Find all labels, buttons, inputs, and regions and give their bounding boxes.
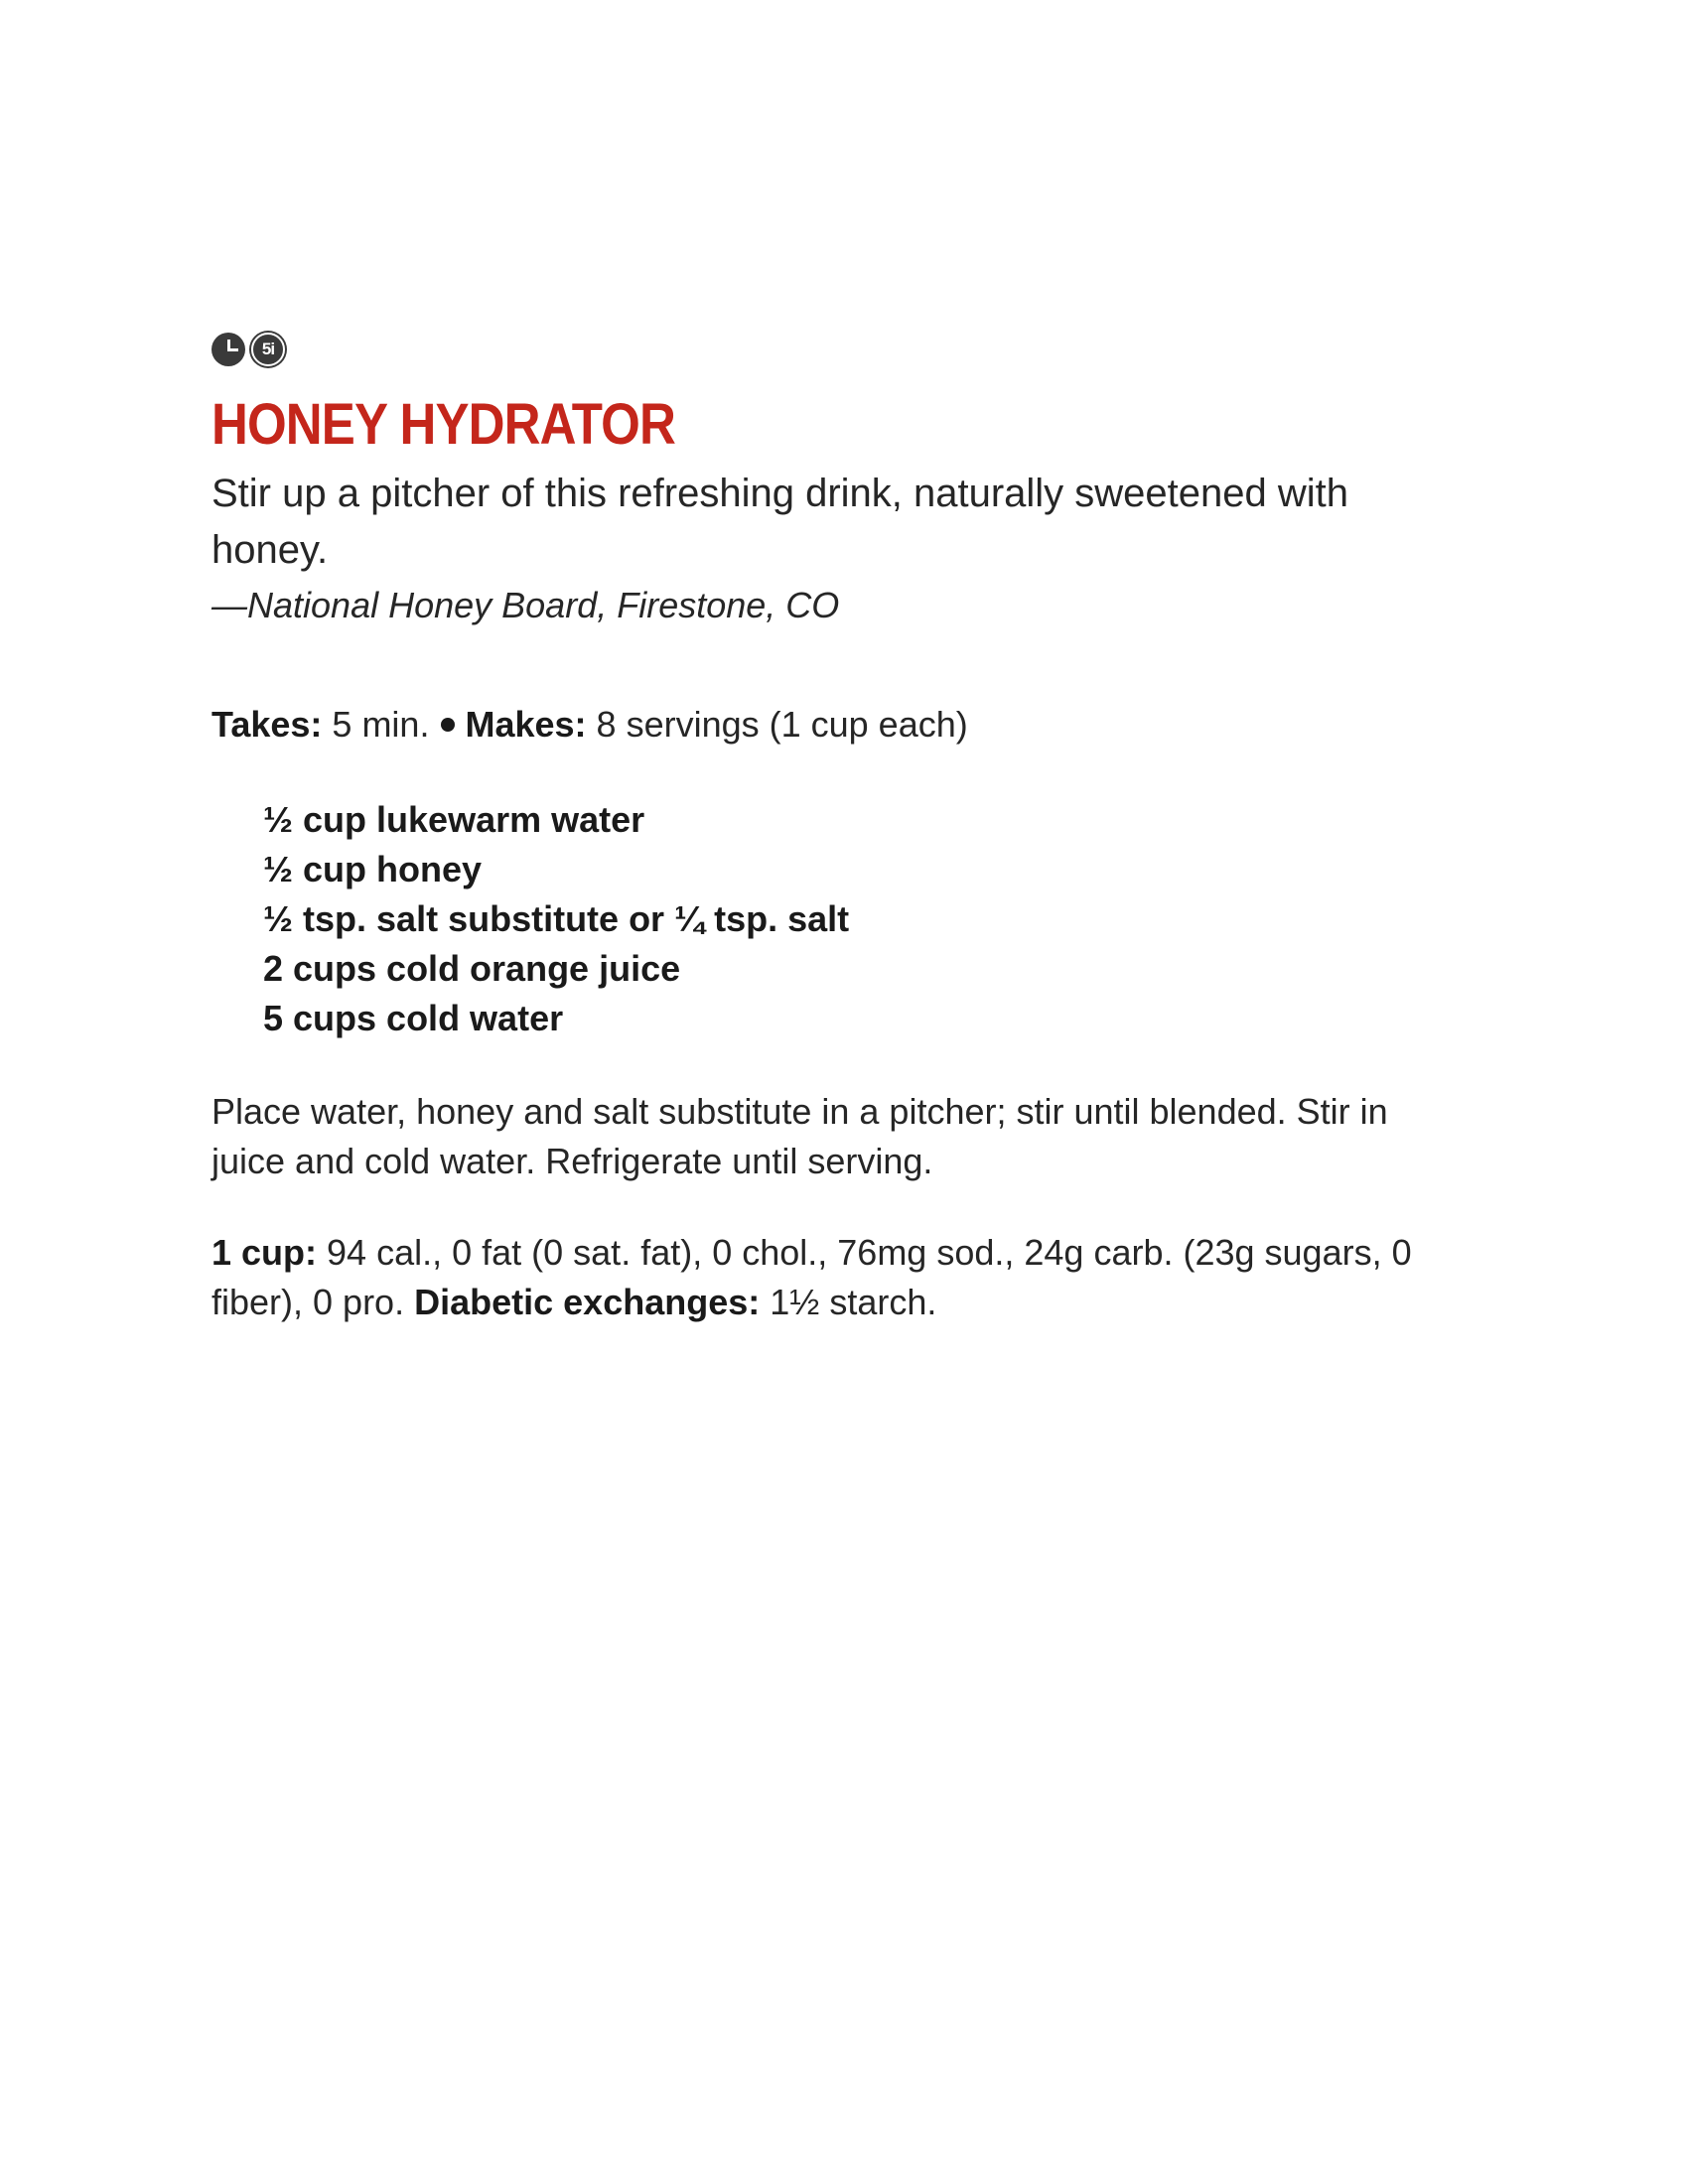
takes-value: 5 min. (332, 704, 430, 745)
ingredient-item: ½ cup lukewarm water (263, 799, 645, 840)
ingredient-list (263, 795, 1502, 1043)
ingredient-item: ½ tsp. salt substitute or ¼ tsp. salt (263, 898, 850, 939)
recipe-title: HONEY HYDRATOR (211, 392, 675, 457)
exchanges-label: Diabetic exchanges: (414, 1282, 761, 1322)
ingredient-item: ½ cup honey (263, 849, 483, 889)
nutrition-facts (211, 1228, 1453, 1327)
recipe-byline: —National Honey Board, Firestone, CO (211, 585, 840, 625)
recipe-meta (211, 700, 1502, 750)
makes-value: 8 servings (1 cup each) (596, 704, 968, 745)
takes-label: Takes: (211, 704, 323, 745)
clock-icon (211, 333, 245, 366)
recipe-page (211, 331, 1502, 1327)
recipe-intro: Stir up a pitcher of this refreshing drink, naturally sweetened with honey. (211, 472, 1349, 572)
recipe-directions: Place water, honey and salt substitute in a pitcher; stir until blended. Stir in juice and cold water. Refrigerate until serving. (211, 1091, 1388, 1181)
serving-label: 1 cup: (211, 1232, 318, 1273)
ingredient-item: 2 cups cold orange juice (263, 948, 681, 989)
exchanges-text: 1½ starch. (770, 1282, 937, 1322)
recipe-badges (211, 331, 1502, 368)
five-ingredient-icon (251, 333, 285, 366)
ingredient-item: 5 cups cold water (263, 998, 564, 1038)
serving-text: 94 cal., 0 fat (0 sat. fat), 0 chol., 76mg sod., 24g carb. (23g sugars, 0 fiber), 0 pro. (211, 1232, 1412, 1322)
makes-label: Makes: (465, 704, 587, 745)
bullet-dot (441, 718, 455, 732)
five-ingredient-label: 5i (261, 340, 275, 358)
